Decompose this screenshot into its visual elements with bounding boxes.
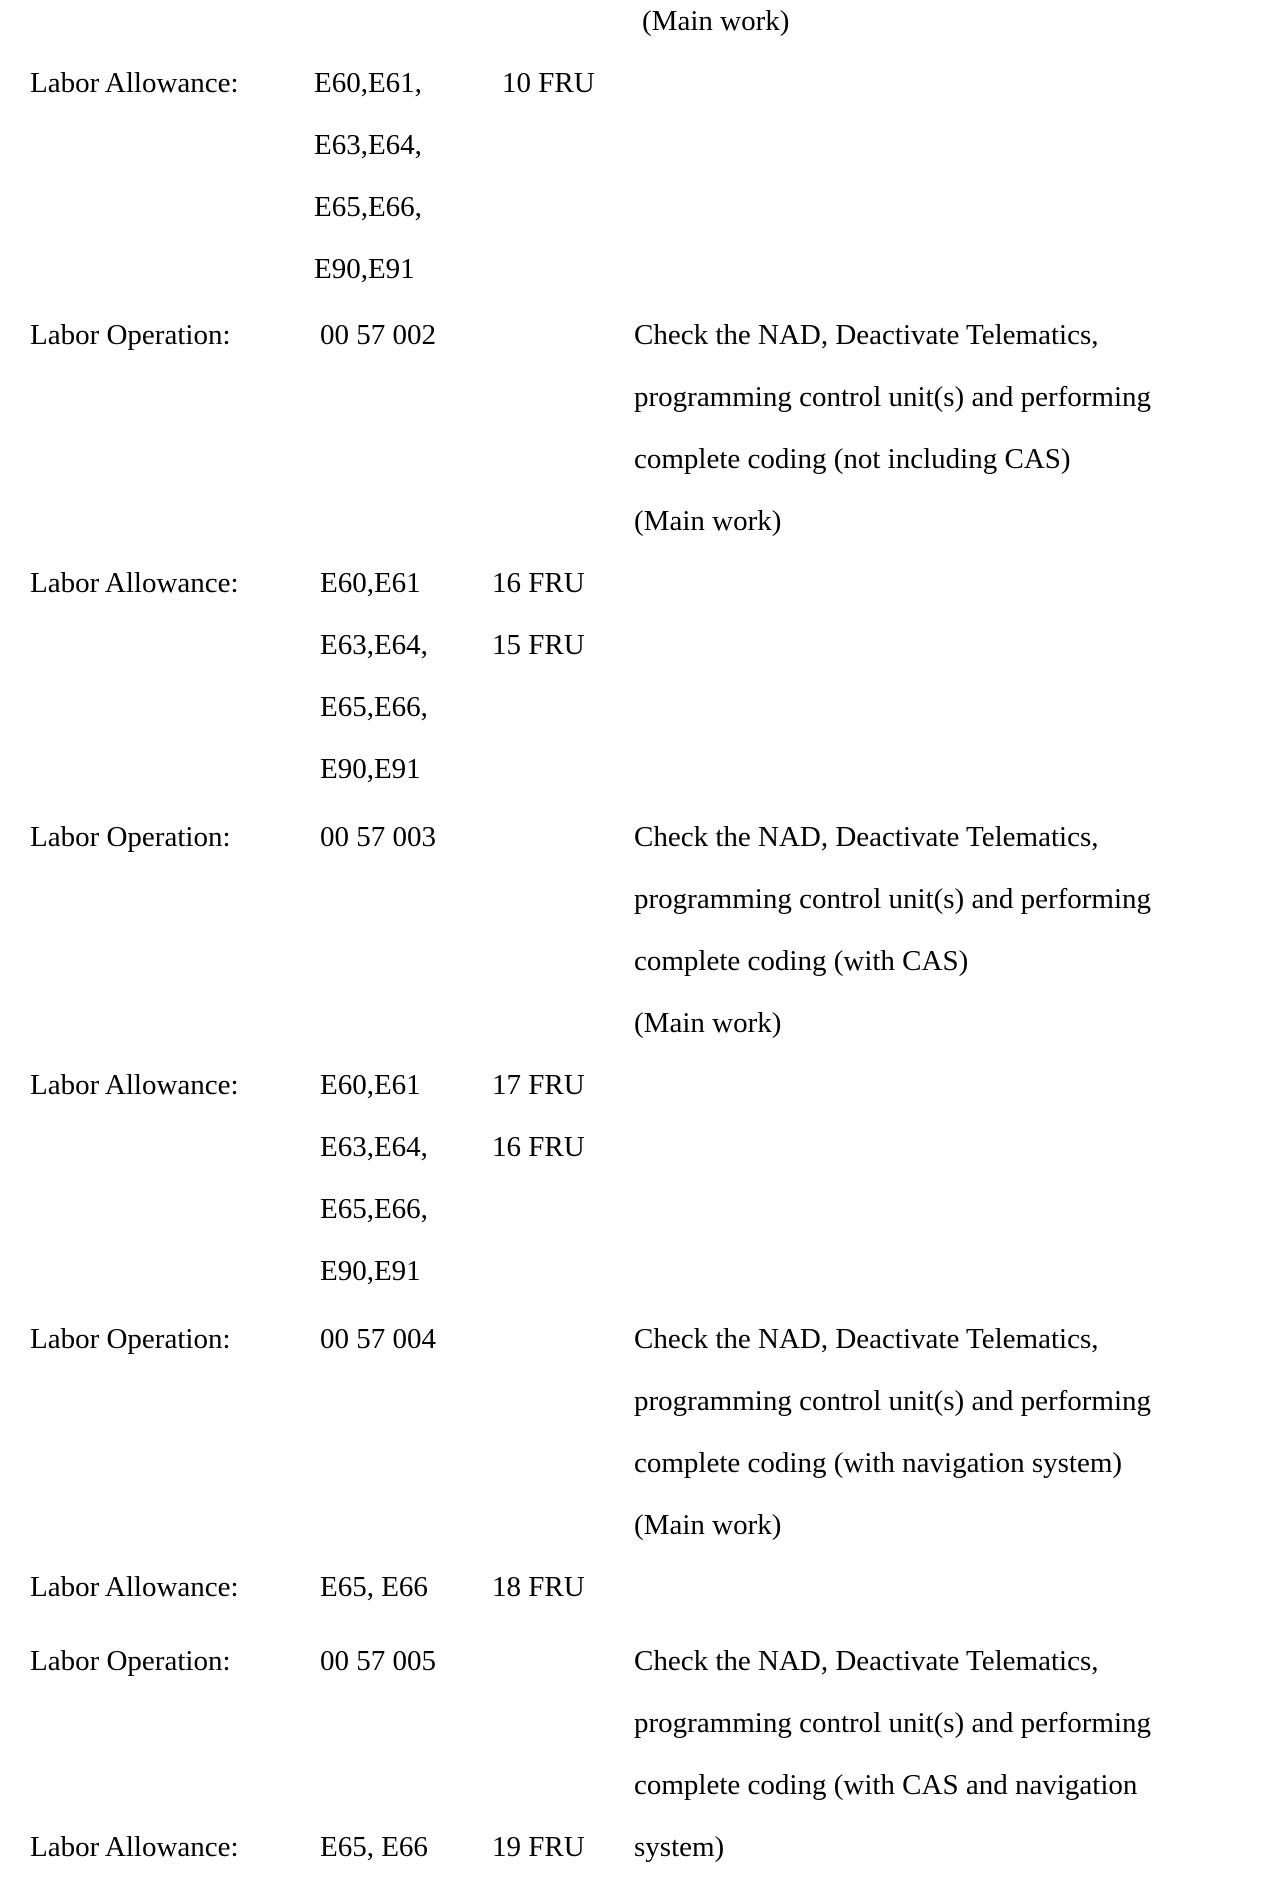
operation-description-line: (Main work) — [634, 1007, 782, 1039]
allowance-models: E60,E61, — [314, 67, 422, 99]
operation-description-line: Check the NAD, Deactivate Telematics, — [634, 821, 1099, 853]
allowance-models: E65, E66 — [320, 1831, 428, 1863]
operation-description-line: (Main work) — [634, 505, 782, 537]
allowance-label: Labor Allowance: — [30, 67, 239, 99]
allowance-models: E63,E64, — [314, 129, 422, 161]
allowance-fru: 17 FRU — [492, 1069, 585, 1101]
allowance-models: E90,E91 — [320, 753, 421, 785]
allowance-label: Labor Allowance: — [30, 1571, 239, 1603]
allowance-models: E90,E91 — [314, 253, 415, 285]
operation-description-line: complete coding (with CAS and navigation — [634, 1769, 1138, 1801]
allowance-models: E65,E66, — [314, 191, 422, 223]
allowance-fru: 10 FRU — [502, 67, 595, 99]
allowance-fru: 19 FRU — [492, 1831, 585, 1863]
operation-code: 00 57 005 — [320, 1645, 436, 1677]
operation-label: Labor Operation: — [30, 1323, 231, 1355]
operation-description-line: programming control unit(s) and performing — [634, 381, 1152, 413]
allowance-fru: 18 FRU — [492, 1571, 585, 1603]
operation-label: Labor Operation: — [30, 821, 231, 853]
allowance-fru: 16 FRU — [492, 567, 585, 599]
allowance-label: Labor Allowance: — [30, 1069, 239, 1101]
operation-code: 00 57 004 — [320, 1323, 436, 1355]
allowance-models: E90,E91 — [320, 1255, 421, 1287]
operation-description-line: programming control unit(s) and performing — [634, 883, 1152, 915]
allowance-label: Labor Allowance: — [30, 567, 239, 599]
allowance-label: Labor Allowance: — [30, 1831, 239, 1863]
allowance-models: E65,E66, — [320, 1193, 428, 1225]
allowance-fru: 16 FRU — [492, 1131, 585, 1163]
operation-description-line: complete coding (with navigation system) — [634, 1447, 1123, 1479]
continuation-main-work: (Main work) — [642, 5, 790, 37]
operation-code: 00 57 002 — [320, 319, 436, 351]
operation-description-line: programming control unit(s) and performing — [634, 1707, 1152, 1739]
operation-description-line: Check the NAD, Deactivate Telematics, — [634, 1323, 1099, 1355]
allowance-models: E65,E66, — [320, 691, 428, 723]
operation-description-line: Check the NAD, Deactivate Telematics, — [634, 1645, 1099, 1677]
allowance-models: E60,E61 — [320, 1069, 421, 1101]
allowance-models: E65, E66 — [320, 1571, 428, 1603]
operation-description-line: complete coding (with CAS) — [634, 945, 969, 977]
operation-label: Labor Operation: — [30, 1645, 231, 1677]
operation-description-line: programming control unit(s) and performing — [634, 1385, 1152, 1417]
operation-description-line: system) — [634, 1831, 725, 1863]
operation-label: Labor Operation: — [30, 319, 231, 351]
allowance-models: E63,E64, — [320, 1131, 428, 1163]
allowance-fru: 15 FRU — [492, 629, 585, 661]
allowance-models: E63,E64, — [320, 629, 428, 661]
allowance-models: E60,E61 — [320, 567, 421, 599]
operation-description-line: complete coding (not including CAS) — [634, 443, 1071, 475]
operation-description-line: Check the NAD, Deactivate Telematics, — [634, 319, 1099, 351]
operation-code: 00 57 003 — [320, 821, 436, 853]
operation-description-line: (Main work) — [634, 1509, 782, 1541]
